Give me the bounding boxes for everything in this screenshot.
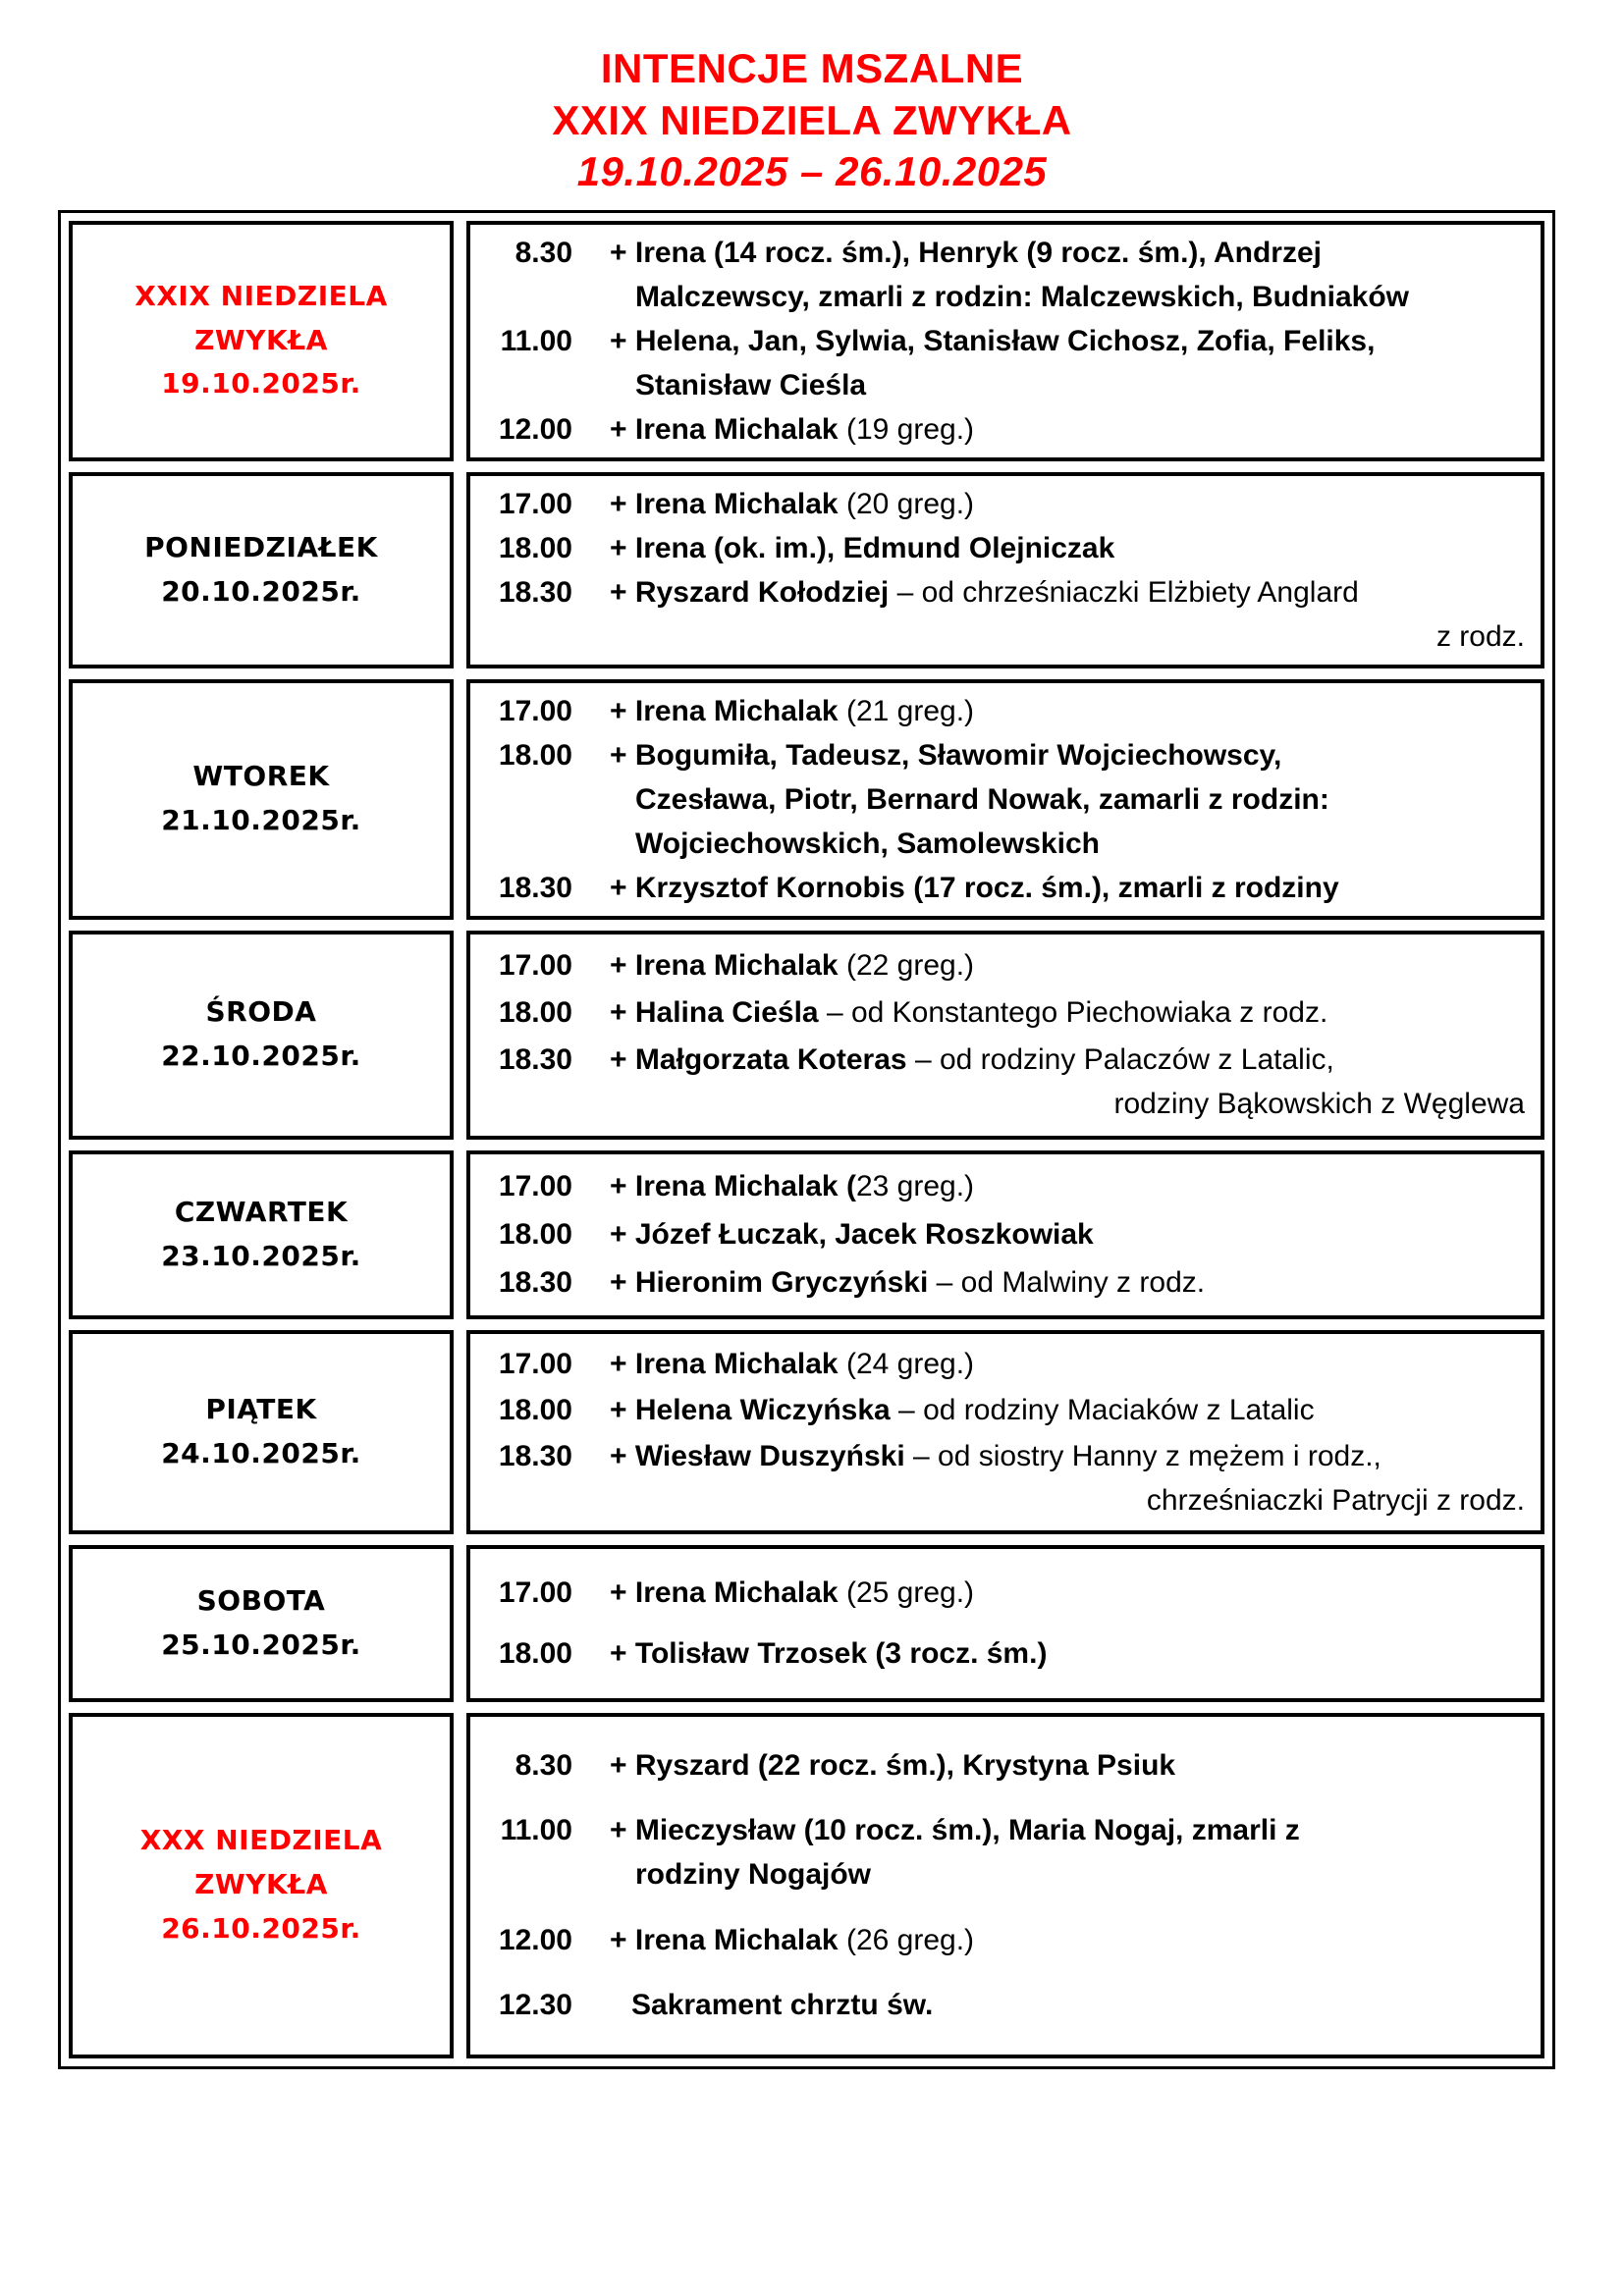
intention-line [484, 319, 1529, 363]
mass-time: 17.00 [498, 1347, 572, 1380]
intention-line [484, 1808, 1529, 1852]
mass-entry [484, 1260, 1529, 1305]
day-label: ZWYKŁA [194, 323, 328, 356]
document-title: INTENCJE MSZALNE [600, 45, 1024, 91]
intention-segment: – od chrześniaczki Elżbiety Anglard [896, 575, 1359, 609]
mass-intention-text [610, 319, 1529, 363]
intention-segment: + Irena Michalak [610, 412, 846, 446]
intentions-cell [466, 1330, 1544, 1534]
intention-segment: + Irena Michalak [610, 1347, 846, 1380]
mass-entry [484, 1983, 1529, 2027]
intention-segment: + Bogumiła, Tadeusz, Sławomir Wojciechowscy, [610, 738, 1282, 772]
intention-line [484, 526, 1529, 570]
day-label: CZWARTEK [174, 1195, 349, 1228]
intention-line [484, 1743, 1529, 1788]
mass-entry [484, 1342, 1529, 1386]
mass-intention-text [610, 733, 1529, 777]
intention-segment: + Ryszard Kołodziej [610, 575, 897, 609]
intention-segment: + Halina Cieśla [610, 996, 827, 1029]
intention-segment: (26 greg.) [845, 1923, 975, 1956]
mass-time: 18.00 [498, 1636, 572, 1670]
schedule-table [58, 210, 1555, 2069]
day-label: XXX NIEDZIELA [139, 1824, 383, 1857]
intention-segment: + Irena Michalak ( [610, 1169, 856, 1202]
mass-time: 17.00 [498, 694, 572, 727]
mass-intention-text [610, 1918, 1529, 1962]
mass-intention-text [610, 363, 1529, 407]
mass-entry [484, 1388, 1529, 1432]
intention-line [484, 1631, 1529, 1676]
intention-segment: + Helena Wiczyńska [610, 1393, 899, 1426]
mass-entry [484, 866, 1529, 910]
mass-time: 18.00 [498, 996, 572, 1029]
mass-time: 17.00 [498, 487, 572, 520]
mass-entry [484, 482, 1529, 526]
mass-entry [484, 319, 1529, 407]
intentions-cell [466, 472, 1544, 668]
mass-intention-text [610, 1478, 1529, 1522]
mass-entry [484, 1212, 1529, 1256]
intention-segment: 23 greg.) [855, 1169, 975, 1202]
mass-intention-text [610, 614, 1529, 659]
intention-segment: + Irena (ok. im.), Edmund Olejniczak [610, 531, 1115, 564]
table-row [69, 472, 1544, 668]
intention-segment: – od siostry Hanny z mężem i rodz., [913, 1439, 1381, 1472]
day-cell [69, 472, 454, 668]
mass-intention-text [610, 1808, 1529, 1852]
intention-line [484, 1983, 1529, 2027]
intentions-cell [466, 1150, 1544, 1319]
day-cell [69, 679, 454, 920]
intention-segment: Wojciechowskich, Samolewskich [635, 827, 1100, 860]
intention-segment: + Helena, Jan, Sylwia, Stanisław Cichosz, Zofia, Feliks, [610, 324, 1376, 357]
intention-segment: + Małgorzata Koteras [610, 1043, 915, 1077]
mass-entry [484, 733, 1529, 866]
table-row [69, 1150, 1544, 1319]
intention-line [484, 570, 1529, 614]
mass-time: 17.00 [498, 948, 572, 982]
intentions-cell [466, 221, 1544, 461]
intention-line [484, 866, 1529, 910]
day-cell [69, 1330, 454, 1534]
mass-intention-text [610, 526, 1529, 570]
intention-line [484, 1164, 1529, 1208]
mass-entry [484, 1808, 1529, 1896]
intention-line [484, 990, 1529, 1035]
mass-entry [484, 1434, 1529, 1522]
intention-segment: (19 greg.) [845, 412, 975, 446]
mass-intention-text [610, 1983, 1529, 2027]
intention-line [484, 1082, 1529, 1126]
day-cell [69, 931, 454, 1140]
intention-segment: rodziny Nogajów [635, 1858, 871, 1892]
mass-entry [484, 570, 1529, 659]
intention-segment: + Wiesław Duszyński [610, 1439, 914, 1472]
intention-segment: z rodz. [1435, 619, 1525, 653]
mass-entry [484, 1571, 1529, 1615]
mass-time: 8.30 [514, 1748, 572, 1782]
intention-segment: Sakrament chrztu św. [631, 1989, 934, 2022]
mass-intention-text [610, 777, 1529, 822]
day-label: ZWYKŁA [194, 1868, 328, 1901]
day-label: WTOREK [192, 760, 330, 793]
intention-segment: + Irena Michalak [610, 694, 846, 727]
mass-time: 17.00 [498, 1169, 572, 1202]
day-label: XXIX NIEDZIELA [135, 279, 388, 312]
mass-time: 18.00 [498, 1218, 572, 1251]
mass-time: 18.30 [498, 1266, 572, 1300]
day-label: 21.10.2025r. [161, 804, 361, 836]
day-label: PONIEDZIAŁEK [144, 530, 378, 563]
mass-intention-text [610, 1038, 1529, 1082]
mass-intention-text [610, 1434, 1529, 1478]
intention-segment: chrześniaczki Patrycji z rodz. [1146, 1483, 1525, 1517]
mass-time: 8.30 [514, 236, 572, 269]
mass-time: 18.00 [498, 531, 572, 564]
mass-intention-text [610, 1571, 1529, 1615]
mass-intention-text [610, 275, 1529, 319]
intention-line [484, 482, 1529, 526]
mass-entry [484, 1743, 1529, 1788]
day-label: 19.10.2025r. [161, 367, 361, 400]
intention-segment: – od rodziny Maciaków z Latalic [898, 1393, 1315, 1426]
intention-segment: + Krzysztof Kornobis (17 rocz. śm.), zmarli z rodziny [610, 871, 1339, 904]
intentions-cell [466, 931, 1544, 1140]
intention-line [484, 1342, 1529, 1386]
mass-intention-text [610, 1082, 1529, 1126]
mass-intention-text [610, 1212, 1529, 1256]
mass-time: 12.30 [498, 1989, 572, 2022]
document-subtitle: XXIX NIEDZIELA ZWYKŁA [552, 96, 1072, 143]
mass-intention-text [610, 822, 1529, 866]
mass-intention-text [610, 1388, 1529, 1432]
mass-time: 11.00 [500, 324, 572, 357]
day-label: PIĄTEK [205, 1392, 317, 1425]
intention-segment: – od rodziny Palaczów z Latalic, [914, 1043, 1334, 1077]
mass-time: 11.00 [500, 1814, 572, 1847]
intention-line [484, 275, 1529, 319]
intention-line [484, 1388, 1529, 1432]
intention-segment: + Tolisław Trzosek (3 rocz. śm.) [610, 1636, 1048, 1670]
intentions-cell [466, 679, 1544, 920]
day-label: ŚRODA [205, 995, 317, 1029]
mass-entry [484, 689, 1529, 733]
intention-segment: rodziny Bąkowskich z Węglewa [1113, 1088, 1525, 1121]
mass-intention-text [610, 1342, 1529, 1386]
day-cell [69, 221, 454, 461]
intention-segment: + Irena Michalak [610, 1923, 846, 1956]
mass-time: 18.30 [498, 871, 572, 904]
intentions-cell [466, 1545, 1544, 1702]
table-row [69, 1545, 1544, 1702]
intention-line [484, 943, 1529, 988]
mass-entry [484, 990, 1529, 1035]
table-row [69, 1330, 1544, 1534]
day-cell [69, 1713, 454, 2058]
intention-segment: – od Konstantego Piechowiaka z rodz. [826, 996, 1328, 1029]
intention-segment: (24 greg.) [845, 1347, 975, 1380]
document-header [0, 0, 1624, 198]
mass-time: 17.00 [498, 1576, 572, 1610]
table-row [69, 221, 1544, 461]
intention-segment: Malczewscy, zmarli z rodzin: Malczewskich, Budniaków [635, 280, 1409, 313]
intention-line [484, 1478, 1529, 1522]
intention-segment: (22 greg.) [845, 948, 975, 982]
day-label: SOBOTA [196, 1583, 326, 1617]
intention-line [484, 614, 1529, 659]
intention-line [484, 407, 1529, 452]
mass-intention-text [610, 1852, 1529, 1896]
intention-segment: + Irena (14 rocz. śm.), Henryk (9 rocz. śm.), Andrzej [610, 236, 1322, 269]
intention-segment: – od Malwiny z rodz. [936, 1266, 1206, 1300]
mass-time: 12.00 [498, 1923, 572, 1956]
mass-time: 18.00 [498, 1393, 572, 1426]
mass-time: 18.00 [498, 738, 572, 772]
intention-segment: (21 greg.) [845, 694, 975, 727]
mass-intention-text [610, 482, 1529, 526]
mass-entry [484, 407, 1529, 452]
intention-line [484, 689, 1529, 733]
intention-line [484, 822, 1529, 866]
day-label: 20.10.2025r. [161, 574, 361, 608]
day-label: 22.10.2025r. [161, 1040, 361, 1072]
mass-entry [484, 1164, 1529, 1208]
table-row [69, 1713, 1544, 2058]
document-date-range: 19.10.2025 – 26.10.2025 [576, 148, 1048, 194]
mass-intention-text [610, 1164, 1529, 1208]
mass-intention-text [610, 231, 1529, 275]
intention-segment: + Ryszard (22 rocz. śm.), Krystyna Psiuk [610, 1748, 1176, 1782]
intention-segment: + Józef Łuczak, Jacek Roszkowiak [610, 1218, 1094, 1251]
mass-intention-text [610, 407, 1529, 452]
mass-entry [484, 1918, 1529, 1962]
intention-line [484, 231, 1529, 275]
mass-intention-text [610, 943, 1529, 988]
mass-intention-text [610, 1260, 1529, 1305]
intention-line [484, 1038, 1529, 1082]
mass-intention-text [610, 866, 1529, 910]
table-row [69, 931, 1544, 1140]
day-label: 23.10.2025r. [161, 1239, 361, 1272]
intention-segment: + Irena Michalak [610, 1576, 846, 1610]
intention-line [484, 733, 1529, 777]
intention-line [484, 1571, 1529, 1615]
intention-segment: Stanisław Cieśla [635, 368, 867, 401]
day-label: 24.10.2025r. [161, 1436, 361, 1469]
mass-time: 18.30 [498, 1439, 572, 1472]
day-label: 26.10.2025r. [161, 1911, 361, 1945]
mass-intention-text [610, 1631, 1529, 1676]
mass-entry [484, 943, 1529, 988]
intention-line [484, 1918, 1529, 1962]
intention-segment: (20 greg.) [845, 487, 975, 520]
mass-intention-text [610, 689, 1529, 733]
mass-time: 18.30 [498, 575, 572, 609]
mass-entry [484, 1631, 1529, 1676]
intention-line [484, 363, 1529, 407]
intention-line [484, 777, 1529, 822]
mass-intention-text [610, 1743, 1529, 1788]
intentions-cell [466, 1713, 1544, 2058]
mass-time: 12.00 [498, 412, 572, 446]
intention-segment: + Mieczysław (10 rocz. śm.), Maria Nogaj, zmarli z [610, 1814, 1300, 1847]
intention-segment: Czesława, Piotr, Bernard Nowak, zamarli z rodzin: [635, 782, 1329, 816]
mass-intention-text [610, 570, 1529, 614]
day-cell [69, 1545, 454, 1702]
intention-line [484, 1212, 1529, 1256]
intention-segment: + Hieronim Gryczyński [610, 1266, 937, 1300]
intention-segment: + Irena Michalak [610, 948, 846, 982]
mass-entry [484, 231, 1529, 319]
mass-entry [484, 526, 1529, 570]
table-row [69, 679, 1544, 920]
mass-intention-text [610, 990, 1529, 1035]
intention-segment: + Irena Michalak [610, 487, 846, 520]
intention-line [484, 1434, 1529, 1478]
intention-line [484, 1260, 1529, 1305]
mass-time: 18.30 [498, 1043, 572, 1077]
intention-segment: (25 greg.) [845, 1576, 975, 1610]
intention-line [484, 1852, 1529, 1896]
mass-entry [484, 1038, 1529, 1126]
day-cell [69, 1150, 454, 1319]
day-label: 25.10.2025r. [161, 1628, 361, 1661]
